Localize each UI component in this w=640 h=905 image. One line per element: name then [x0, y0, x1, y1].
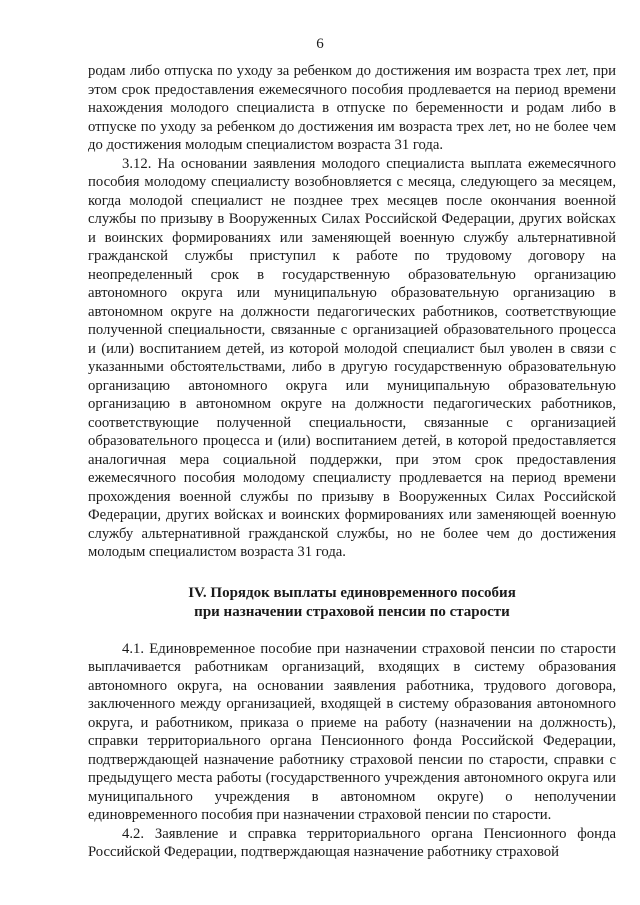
paragraph-continuation: родам либо отпуска по уходу за ребенком до достижения им возраста трех лет, при этом срок предоставления ежемесячного пособия продлевается на период времени нахождения молодого специалиста в отпуске по беременности и родам либо в отпуске по уходу за ребенком до достижения им возраста трех лет, но не более чем до достижения молодым специалистом возраста 31 года.	[88, 63, 616, 153]
section-heading	[88, 584, 616, 622]
document-body	[88, 62, 616, 862]
paragraph-4-1: 4.1. Единовременное пособие при назначении страховой пенсии по старости выплачивается работникам организаций, входящих в систему образования автономного округа, на основании заявления работника, трудового договора, заключенного между организацией, входящей в систему образования автономного округа, и работником, приказа о приеме на работу (назначении на должность), справки территориального органа Пенсионного фонда Российской Федерации, подтверждающей назначение работнику страховой пенсии по старости, справки с предыдущего места работы (государственного учреждения автономного округа или муниципального учреждения в автономном округе) о неполучении единовременного пособия при назначении страховой пенсии по старости.	[88, 640, 616, 823]
section-heading-line-1: IV. Порядок выплаты единовременного пособия	[188, 584, 516, 601]
paragraph-4-2: 4.2. Заявление и справка территориального органа Пенсионного фонда Российской Федерации, подтверждающая назначение работнику страховой	[88, 825, 616, 860]
section-heading-line-2: при назначении страховой пенсии по старости	[194, 603, 510, 620]
page-number: 6	[316, 36, 324, 52]
paragraph-3-12: 3.12. На основании заявления молодого специалиста выплата ежемесячного пособия молодому специалисту возобновляется с месяца, следующего за месяцем, когда молодой специалист не позднее трех месяцев после окончания военной службы по призыву в Вооруженных Силах Российской Федерации, других войсках и воинских формированиях или заменяющей военную службу альтернативной гражданской службы приступил к работе по трудовому договору на неопределенный срок в государственную образовательную организацию автономного округа или муниципальную образовательную организацию в автономном округе на должности педагогических работников, соответствующие полученной специальности, связанные с организацией образовательного процесса и (или) воспитанием детей, из которой молодой специалист был уволен в связи с указанными обстоятельствами, либо в другую государственную образовательную организацию автономного округа или муниципальную образовательную организацию в автономном округе на должности педагогических работников, соответствующие полученной специальности, связанные с организацией образовательного процесса и (или) воспитанием детей, в которой предоставляется аналогичная мера социальной поддержки, при этом срок предоставления ежемесячного пособия молодому специалисту продлевается на период времени прохождения военной службы по призыву в Вооруженных Силах Российской Федерации, других войсках и воинских формированиях или заменяющей военную службу альтернативной гражданской службы, но не более чем до достижения молодым специалистом возраста 31 года.	[88, 155, 616, 560]
